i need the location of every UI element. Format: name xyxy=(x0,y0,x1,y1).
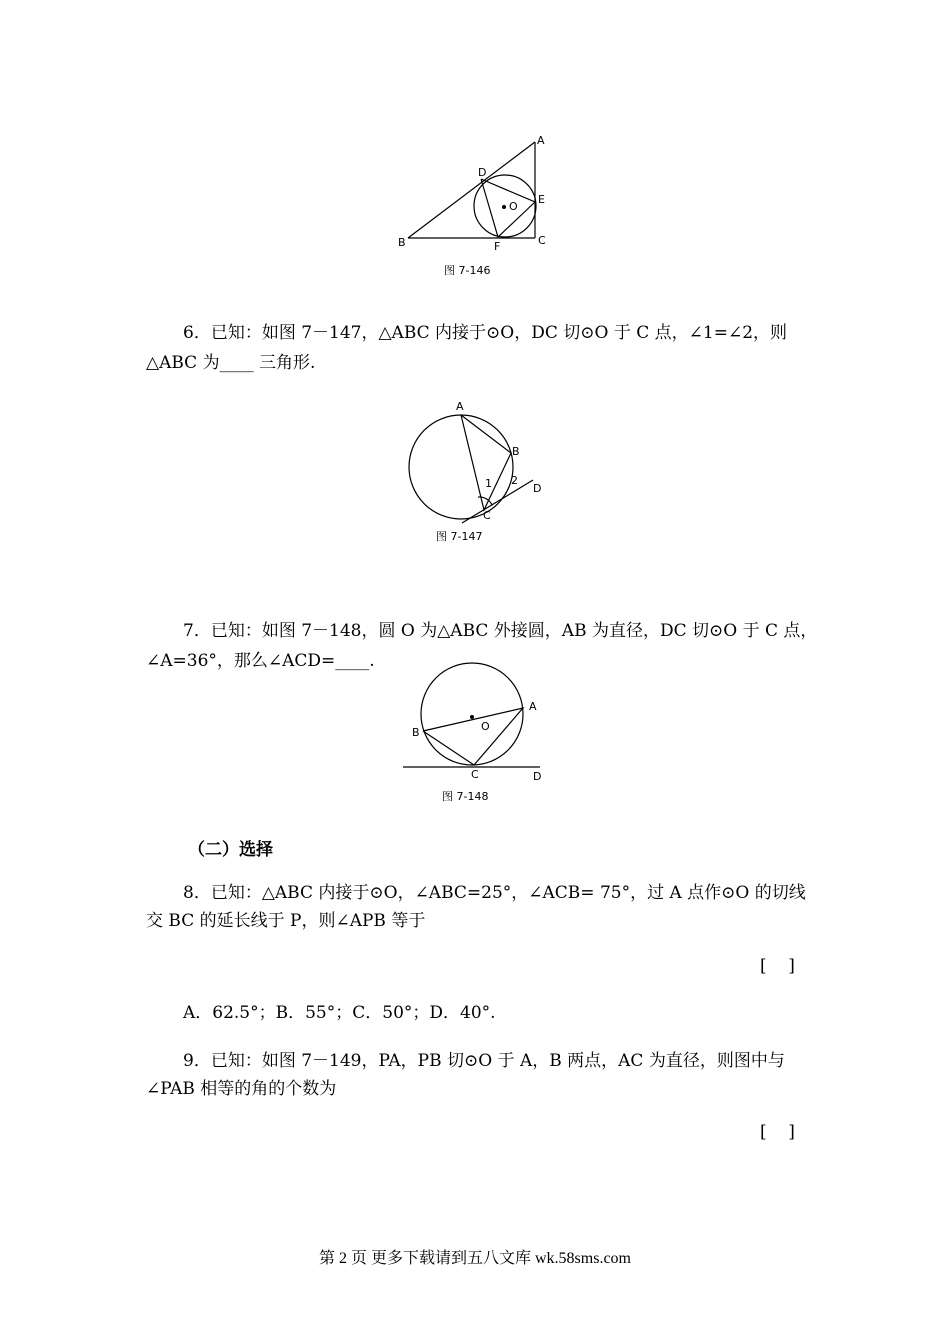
center-dot-o xyxy=(470,715,474,719)
tangent-dc xyxy=(462,480,533,523)
q8-options: A．62.5°；B．55°；C．50°；D．40°. xyxy=(183,1003,496,1023)
label-o: O xyxy=(481,720,490,733)
label-a: A xyxy=(537,134,545,147)
q6-line2: △ABC 为____ 三角形. xyxy=(146,353,316,373)
segment-ba xyxy=(408,142,535,238)
figure-7-147 xyxy=(400,395,560,545)
label-c: C xyxy=(483,509,491,522)
label-a: A xyxy=(529,700,537,713)
answer-bracket: [ ] xyxy=(760,1122,795,1142)
label-b: B xyxy=(412,726,420,739)
label-c: C xyxy=(471,768,479,781)
label-e: E xyxy=(538,193,545,206)
figure-caption: 图 7-146 xyxy=(444,264,491,277)
label-o: O xyxy=(509,200,518,213)
label-d: D xyxy=(478,166,487,179)
center-dot-o xyxy=(502,205,506,209)
label-b: B xyxy=(398,236,406,249)
figure-7-146 xyxy=(390,130,560,280)
label-d: D xyxy=(533,770,542,783)
label-angle-2: 2 xyxy=(511,474,518,487)
label-d: D xyxy=(533,482,542,495)
figure-7-148 xyxy=(398,660,548,810)
label-b: B xyxy=(512,445,520,458)
label-f: F xyxy=(494,240,501,253)
q9-line2: ∠PAB 相等的角的个数为 xyxy=(146,1079,337,1099)
page-footer: 第 2 页 更多下载请到五八文库 wk.58sms.com xyxy=(318,1250,631,1267)
q8-line1: 8．已知：△ABC 内接于⊙O，∠ABC=25°，∠ACB= 75°，过 A 点作⊙O 的切线 xyxy=(183,883,806,903)
figure-caption: 图 7-147 xyxy=(436,530,483,543)
answer-bracket: [ ] xyxy=(760,956,795,976)
figure-caption: 图 7-148 xyxy=(442,790,489,803)
label-c: C xyxy=(538,234,546,247)
circle xyxy=(409,415,513,519)
label-a: A xyxy=(456,400,464,413)
q7-line2: ∠A=36°，那么∠ACD=____. xyxy=(146,651,375,671)
q8-line2: 交 BC 的延长线于 P，则∠APB 等于 xyxy=(146,911,426,931)
triangle-abc xyxy=(461,415,511,510)
circle xyxy=(421,663,523,765)
q9-line1: 9．已知：如图 7－149，PA，PB 切⊙O 于 A，B 两点，AC 为直径，则图中与 xyxy=(183,1051,785,1071)
section-heading: （二）选择 xyxy=(188,840,273,860)
q7-line1: 7．已知：如图 7－148，圆 O 为△ABC 外接圆，AB 为直径，DC 切⊙O 于 C 点， xyxy=(183,621,818,641)
q6-line1: 6．已知：如图 7－147，△ABC 内接于⊙O，DC 切⊙O 于 C 点，∠1=∠2，则 xyxy=(183,323,788,343)
label-angle-1: 1 xyxy=(485,477,492,490)
